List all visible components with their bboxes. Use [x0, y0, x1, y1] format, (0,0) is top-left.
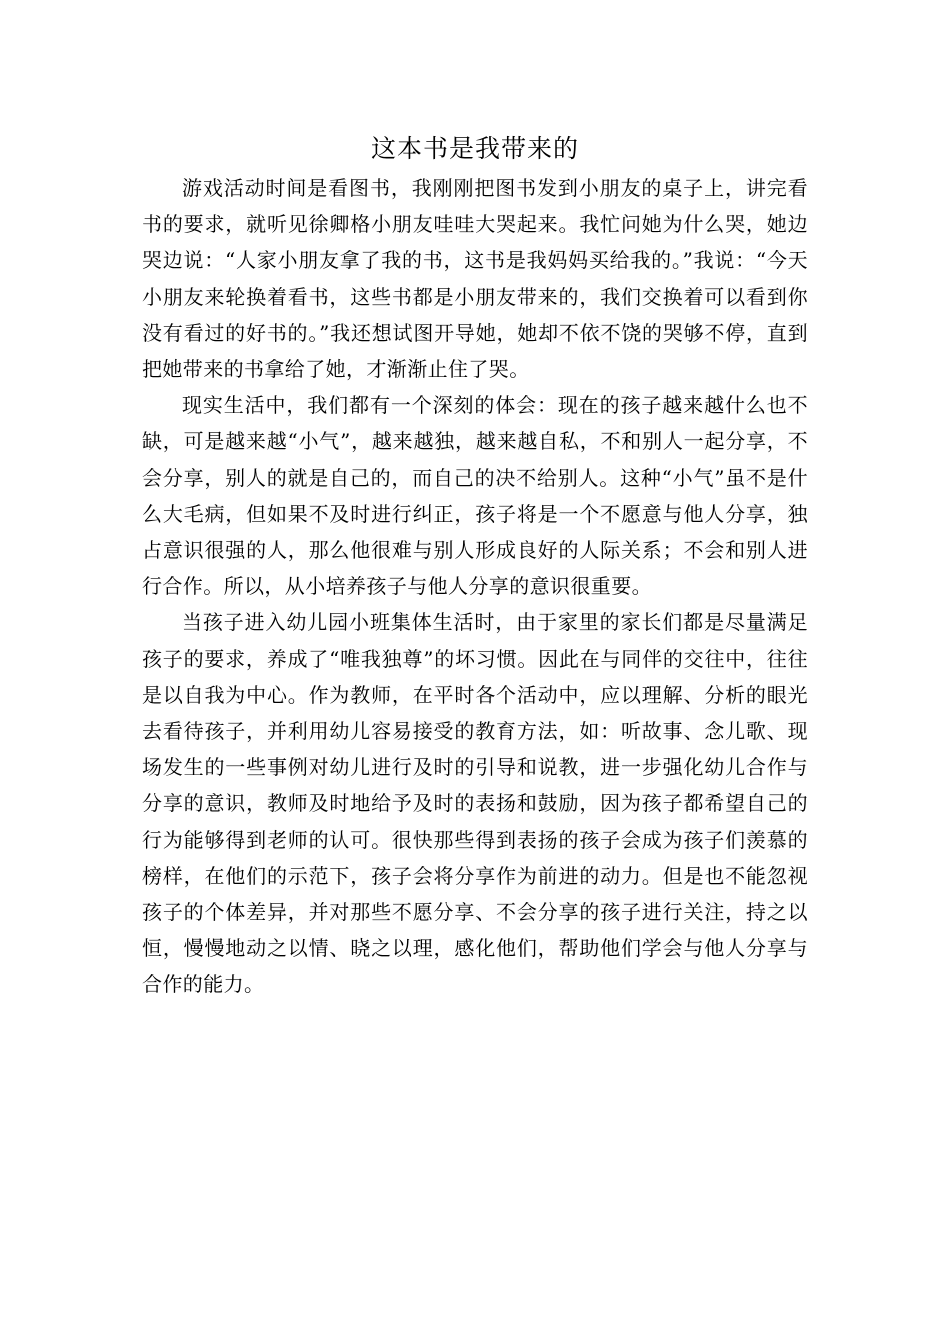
paragraph-3: 当孩子进入幼儿园小班集体生活时，由于家里的家长们都是尽量满足孩子的要求，养成了“唯我独尊”的坏习惯。因此在与同伴的交往中，往往是以自我为中心。作为教师，在平时各个活动中，应以理解、分析的眼光去看待孩子，并利用幼儿容易接受的教育方法，如：听故事、念儿歌、现场发生的一些事例对幼儿进行及时的引导和说教，进一步强化幼儿合作与分享的意识，教师及时地给予及时的表扬和鼓励，因为孩子都希望自己的行为能够得到老师的认可。很快那些得到表扬的孩子会成为孩子们羡慕的榜样，在他们的示范下，孩子会将分享作为前进的动力。但是也不能忽视孩子的个体差异，并对那些不愿分享、不会分享的孩子进行关注，持之以恒，慢慢地动之以情、晓之以理，感化他们，帮助他们学会与他人分享与合作的能力。 [142, 610, 808, 997]
document-title: 这本书是我带来的 [370, 134, 579, 163]
paragraph-1: 游戏活动时间是看图书，我刚刚把图书发到小朋友的桌子上，讲完看书的要求，就听见徐卿格小朋友哇哇大哭起来。我忙问她为什么哭，她边哭边说：“人家小朋友拿了我的书，这书是我妈妈买给我的。”我说：“今天小朋友来轮换着看书，这些书都是小朋友带来的，我们交换着可以看到你没有看过的好书的。”我还想试图开导她，她却不依不饶的哭够不停，直到把她带来的书拿给了她，才渐渐止住了哭。 [142, 176, 808, 382]
document-body [142, 170, 808, 1003]
paragraph-2: 现实生活中，我们都有一个深刻的体会：现在的孩子越来越什么也不缺，可是越来越“小气”，越来越独，越来越自私，不和别人一起分享，不会分享，别人的就是自己的，而自己的决不给别人。这种“小气”虽不是什么大毛病，但如果不及时进行纠正，孩子将是一个不愿意与他人分享，独占意识很强的人，那么他很难与别人形成良好的人际关系；不会和别人进行合作。所以，从小培养孩子与他人分享的意识很重要。 [142, 393, 808, 599]
